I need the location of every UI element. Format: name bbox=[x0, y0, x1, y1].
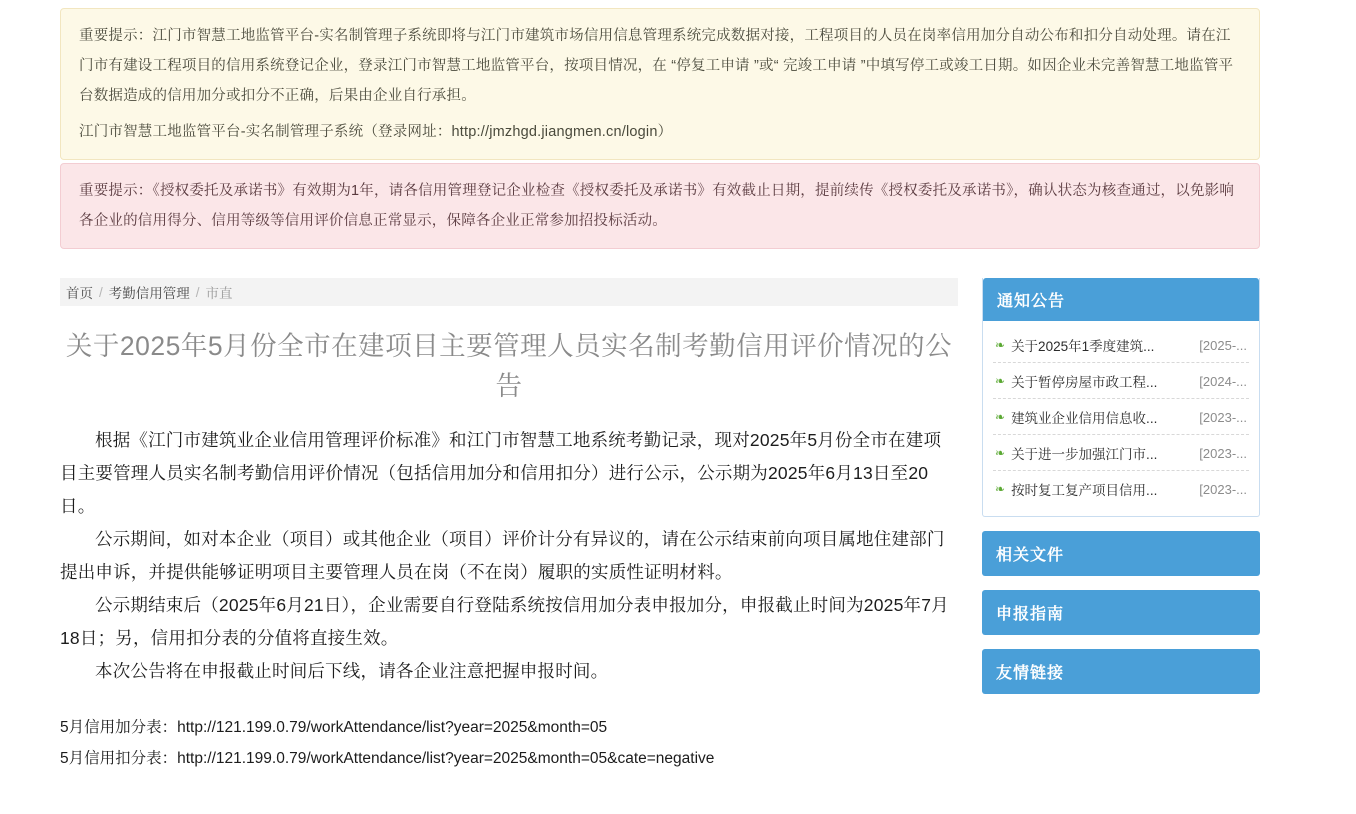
credit-bonus-table-link[interactable]: 5月信用加分表：http://121.199.0.79/workAttendance/list?year=2025&month=05 bbox=[60, 719, 608, 736]
article-paragraph: 根据《江门市建筑业企业信用管理评价标准》和江门市智慧工地系统考勤记录，现对2025年5月份全市在建项目主要管理人员实名制考勤信用评价情况（包括信用加分和信用扣分）进行公示，公示期为2025年6月13日至20日。 bbox=[60, 430, 942, 516]
list-item-date: [2024-... bbox=[1199, 373, 1247, 389]
list-item[interactable] bbox=[993, 327, 1249, 363]
list-item-title: 建筑业企业信用信息收... bbox=[1011, 411, 1158, 426]
important-notice-yellow bbox=[60, 8, 1260, 160]
list-item[interactable] bbox=[993, 435, 1249, 471]
list-item[interactable] bbox=[993, 471, 1249, 506]
leaf-bullet-icon: ❧ bbox=[995, 374, 1006, 388]
breadcrumb-separator: / bbox=[99, 284, 103, 300]
page-title: 关于2025年5月份全市在建项目主要管理人员实名制考勤信用评价情况的公告 bbox=[65, 331, 953, 401]
notice-panel-title: 通知公告 bbox=[983, 278, 1259, 321]
important-notice-pink bbox=[60, 163, 1260, 249]
sidebar-item-friendly-links[interactable]: 友情链接 bbox=[982, 649, 1260, 694]
sidebar-item-related-documents[interactable]: 相关文件 bbox=[982, 531, 1260, 576]
article bbox=[60, 326, 958, 774]
leaf-bullet-icon: ❧ bbox=[995, 338, 1006, 352]
sidebar-item-application-guide[interactable]: 申报指南 bbox=[982, 590, 1260, 635]
list-item-title: 关于暂停房屋市政工程... bbox=[1011, 375, 1158, 390]
article-body bbox=[60, 424, 958, 688]
leaf-bullet-icon: ❧ bbox=[995, 410, 1006, 424]
list-item-date: [2025-... bbox=[1199, 337, 1247, 353]
notice-yellow-line2: 江门市智慧工地监管平台-实名制管理子系统（登录网址：http://jmzhgd.jiangmen.cn/login） bbox=[79, 124, 673, 140]
article-paragraph: 公示期间，如对本企业（项目）或其他企业（项目）评价计分有异议的，请在公示结束前向项目属地住建部门提出申诉，并提供能够证明项目主要管理人员在岗（不在岗）履职的实质性证明材料。 bbox=[60, 529, 945, 582]
notice-panel-body bbox=[983, 321, 1259, 516]
list-item-title: 关于进一步加强江门市... bbox=[1011, 447, 1158, 462]
list-item-date: [2023-... bbox=[1199, 445, 1247, 461]
breadcrumb-item-home[interactable]: 首页 bbox=[66, 286, 93, 301]
notice-yellow-line1: 重要提示：江门市智慧工地监管平台-实名制管理子系统即将与江门市建筑市场信用信息管理系统完成数据对接，工程项目的人员在岗率信用加分自动公布和扣分自动处理。请在江门市有建设工程项目的信用系统登记企业，登录江门市智慧工地监管平台，按项目情况，在 “停复工申请 ”或“ 完竣工申请 ”中填写停工或竣工日期。如因企业未完善智慧工地监管平台数据造成的信用加分或扣分不正确，后果由企业自行承担。 bbox=[79, 28, 1234, 104]
list-item[interactable] bbox=[993, 363, 1249, 399]
article-paragraph: 公示期结束后（2025年6月21日），企业需要自行登陆系统按信用加分表申报加分，申报截止时间为2025年7月18日；另，信用扣分表的分值将直接生效。 bbox=[60, 595, 949, 648]
breadcrumb bbox=[60, 278, 958, 306]
list-item-title: 关于2025年1季度建筑... bbox=[1011, 339, 1155, 354]
leaf-bullet-icon: ❧ bbox=[995, 482, 1006, 496]
credit-penalty-table-link[interactable]: 5月信用扣分表：http://121.199.0.79/workAttendance/list?year=2025&month=05&cate=negative bbox=[60, 750, 715, 767]
notice-panel bbox=[982, 278, 1260, 517]
sidebar bbox=[982, 278, 1260, 708]
list-item[interactable] bbox=[993, 399, 1249, 435]
list-item-title: 按时复工复产项目信用... bbox=[1011, 483, 1158, 498]
article-paragraph: 本次公告将在申报截止时间后下线，请各企业注意把握申报时间。 bbox=[95, 661, 609, 681]
breadcrumb-item-attendance-credit[interactable]: 考勤信用管理 bbox=[108, 286, 190, 301]
breadcrumb-separator: / bbox=[195, 284, 200, 300]
leaf-bullet-icon: ❧ bbox=[995, 446, 1006, 460]
notice-pink-line1: 重要提示：《授权委托及承诺书》有效期为1年，请各信用管理登记企业检查《授权委托及承诺书》有效截止日期，提前续传《授权委托及承诺书》，确认状态为核查通过，以免影响各企业的信用得分、信用等级等信用评价信息正常显示，保障各企业正常参加招投标活动。 bbox=[79, 183, 1235, 229]
list-item-date: [2023-... bbox=[1199, 481, 1247, 497]
list-item-date: [2023-... bbox=[1199, 409, 1247, 425]
attachment-links bbox=[60, 712, 958, 774]
breadcrumb-item-shizhi: 市直 bbox=[205, 286, 233, 301]
